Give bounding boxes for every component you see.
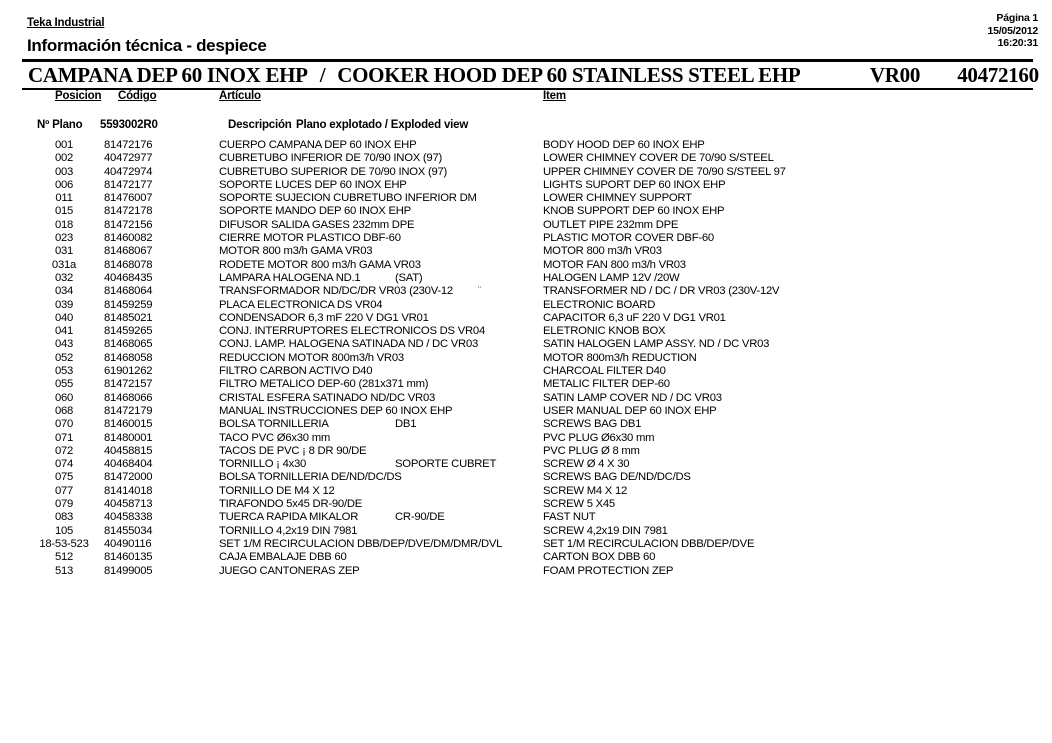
cell-position: 052	[54, 351, 74, 364]
cell-article: DIFUSOR SALIDA GASES 232mm DPE	[219, 218, 415, 231]
cell-item: SCREWS BAG DB1	[543, 418, 642, 431]
cell-item: LOWER CHIMNEY SUPPORT	[543, 192, 692, 205]
cell-item: SCREW M4 X 12	[543, 484, 628, 497]
cell-position: 18-53-523	[39, 537, 89, 550]
continuation-mark-icon: ¨	[478, 285, 481, 296]
cell-article: MANUAL INSTRUCCIONES DEP 60 INOX EHP	[219, 404, 453, 417]
cell-code: 81460015	[104, 418, 153, 431]
cell-article: CONJ. LAMP. HALOGENA SATINADA ND / DC VR03	[219, 338, 479, 351]
cell-article: SOPORTE SUJECION CUBRETUBO INFERIOR DM	[219, 192, 477, 205]
cell-code: 40472974	[104, 165, 153, 178]
cell-article: CONDENSADOR 6,3 mF 220 V DG1 VR01	[219, 311, 429, 324]
cell-item: TRANSFORMER ND / DC / DR VR03 (230V-12V	[543, 285, 780, 298]
cell-position: 031	[54, 245, 74, 258]
table-row	[0, 192, 1052, 205]
cell-position: 068	[54, 404, 74, 417]
cell-article: JUEGO CANTONERAS ZEP	[219, 564, 360, 577]
cell-article: CAJA EMBALAJE DBB 60	[219, 551, 347, 564]
cell-article: TUERCA RAPIDA MIKALOR	[219, 511, 359, 524]
cell-position: 031a	[51, 258, 77, 271]
cell-code: 81485021	[104, 311, 153, 324]
table-row	[0, 498, 1052, 511]
cell-item: LOWER CHIMNEY COVER DE 70/90 S/STEEL	[543, 152, 774, 165]
table-row	[0, 219, 1052, 232]
cell-code: 81472177	[104, 178, 153, 191]
column-header-item: Item	[543, 90, 566, 102]
product-title-en: COOKER HOOD DEP 60 STAINLESS STEEL EHP	[337, 63, 801, 87]
cell-article: CUBRETUBO SUPERIOR DE 70/90 INOX (97)	[219, 165, 448, 178]
cell-code: 40490116	[104, 537, 152, 550]
cell-position: 041	[54, 325, 74, 338]
cell-position: 077	[54, 484, 74, 497]
cell-code: 40472977	[104, 152, 153, 165]
table-row	[0, 299, 1052, 312]
cell-position: 040	[54, 311, 74, 324]
cell-code: 81460135	[104, 551, 153, 564]
cell-position: 023	[54, 232, 74, 245]
description-label: Descripción	[228, 119, 292, 131]
table-row	[0, 285, 1052, 298]
cell-code: 81468065	[104, 338, 153, 351]
table-row	[0, 432, 1052, 445]
cell-code: 81472000	[104, 471, 153, 484]
table-row	[0, 458, 1052, 471]
table-row	[0, 272, 1052, 285]
cell-position: 032	[54, 271, 74, 284]
document-header	[0, 0, 1052, 58]
cell-article: BOLSA TORNILLERIA DE/ND/DC/DS	[219, 471, 402, 484]
table-row	[0, 471, 1052, 484]
cell-article: TRANSFORMADOR ND/DC/DR VR03 (230V-12	[219, 285, 453, 298]
cell-item: FOAM PROTECTION ZEP	[543, 564, 674, 577]
cell-position: 034	[54, 285, 74, 298]
table-row	[0, 166, 1052, 179]
table-row	[0, 325, 1052, 338]
cell-article: CUBRETUBO INFERIOR DE 70/90 INOX (97)	[219, 152, 443, 165]
cell-item: ELETRONIC KNOB BOX	[543, 325, 666, 338]
cell-item: CHARCOAL FILTER D40	[543, 365, 666, 378]
cell-item: USER MANUAL DEP 60 INOX EHP	[543, 404, 717, 417]
cell-code: 81459259	[104, 298, 153, 311]
cell-article: CRISTAL ESFERA SATINADO ND/DC VR03	[219, 391, 436, 404]
cell-code: 81472156	[104, 218, 153, 231]
cell-position: 071	[54, 431, 74, 444]
cell-position: 074	[54, 458, 74, 471]
cell-item: SCREWS BAG DE/ND/DC/DS	[543, 471, 691, 484]
cell-code: 81499005	[104, 564, 153, 577]
cell-position: 011	[55, 192, 73, 205]
cell-position: 070	[54, 418, 74, 431]
cell-code: 81468066	[104, 391, 153, 404]
cell-article: PLACA ELECTRONICA DS VR04	[219, 298, 383, 311]
table-row	[0, 485, 1052, 498]
table-row	[0, 352, 1052, 365]
table-row	[0, 152, 1052, 165]
cell-code: 81414018	[104, 484, 153, 497]
cell-position: 015	[54, 205, 74, 218]
drawing-number-value: 5593002R0	[100, 119, 158, 131]
cell-item: PVC PLUG Ø6x30 mm	[543, 431, 655, 444]
table-row	[0, 511, 1052, 524]
cell-item: ELECTRONIC BOARD	[543, 298, 656, 311]
cell-code: 81468078	[104, 258, 153, 271]
cell-item: KNOB SUPPORT DEP 60 INOX EHP	[543, 205, 725, 218]
cell-item: CARTON BOX DBB 60	[543, 551, 656, 564]
cell-position: 512	[54, 551, 74, 564]
cell-article: REDUCCION MOTOR 800m3/h VR03	[219, 351, 404, 364]
cell-position: 001	[54, 139, 74, 151]
table-row	[0, 139, 1052, 152]
drawing-info-line	[0, 119, 1052, 135]
cell-item: UPPER CHIMNEY COVER DE 70/90 S/STEEL 97	[543, 165, 786, 178]
cell-code: 81455034	[104, 524, 153, 537]
cell-item: SET 1/M RECIRCULACION DBB/DEP/DVE	[543, 537, 755, 550]
title-rule-top	[22, 59, 1033, 62]
cell-position: 043	[54, 338, 74, 351]
cell-item: SCREW Ø 4 X 30	[543, 458, 630, 471]
cell-item: CAPACITOR 6,3 uF 220 V DG1 VR01	[543, 311, 726, 324]
parts-table	[0, 139, 1052, 578]
table-row	[0, 525, 1052, 538]
cell-article2: CR-90/DE	[395, 511, 445, 524]
description-value: Plano explotado / Exploded view	[296, 119, 469, 131]
cell-article: CONJ. INTERRUPTORES ELECTRONICOS DS VR04	[219, 325, 485, 338]
table-row	[0, 259, 1052, 272]
cell-item: OUTLET PIPE 232mm DPE	[543, 218, 679, 231]
cell-code: 40458338	[104, 511, 153, 524]
cell-item: SCREW 4,2x19 DIN 7981	[543, 524, 668, 537]
table-row	[0, 445, 1052, 458]
cell-position: 006	[54, 178, 74, 191]
cell-article: SET 1/M RECIRCULACION DBB/DEP/DVE/DM/DMR/DVL	[219, 537, 503, 550]
table-row	[0, 179, 1052, 192]
cell-article: FILTRO CARBON ACTIVO D40	[219, 365, 373, 378]
cell-position: 002	[54, 152, 74, 165]
cell-item: HALOGEN LAMP 12V /20W	[543, 271, 680, 284]
product-title-es: CAMPANA DEP 60 INOX EHP	[28, 63, 308, 87]
table-row	[0, 232, 1052, 245]
cell-code: 81476007	[104, 192, 153, 205]
cell-article2: SOPORTE CUBRET	[395, 458, 497, 471]
cell-article: CUERPO CAMPANA DEP 60 INOX EHP	[219, 139, 417, 151]
product-title	[28, 63, 800, 88]
cell-article: RODETE MOTOR 800 m3/h GAMA VR03	[219, 258, 421, 271]
cell-article: TORNILLO 4,2x19 DIN 7981	[219, 524, 358, 537]
cell-position: 075	[54, 471, 74, 484]
cell-article: SOPORTE LUCES DEP 60 INOX EHP	[219, 178, 407, 191]
cell-code: 40458713	[104, 498, 153, 511]
column-header-article: Artículo	[219, 90, 261, 102]
title-band	[22, 59, 1039, 91]
cell-item: MOTOR FAN 800 m3/h VR03	[543, 258, 686, 271]
cell-article: TORNILLO ¡ 4x30	[219, 458, 307, 471]
cell-item: PLASTIC MOTOR COVER DBF-60	[543, 232, 714, 245]
cell-article: CIERRE MOTOR PLASTICO DBF-60	[219, 232, 401, 245]
cell-position: 083	[54, 511, 74, 524]
cell-position: 039	[54, 298, 74, 311]
table-row	[0, 538, 1052, 551]
cell-code: 81468067	[104, 245, 153, 258]
cell-item: METALIC FILTER DEP-60	[543, 378, 670, 391]
cell-position: 003	[54, 165, 74, 178]
cell-article: TIRAFONDO 5x45 DR-90/DE	[219, 498, 363, 511]
cell-article: FILTRO METALICO DEP-60 (281x371 mm)	[219, 378, 429, 391]
cell-position: 018	[54, 218, 74, 231]
cell-article: BOLSA TORNILLERIA	[219, 418, 329, 431]
cell-article: LAMPARA HALOGENA ND.1	[219, 271, 361, 284]
cell-article: TACOS DE PVC ¡ 8 DR 90/DE	[219, 444, 367, 457]
cell-code: 81459265	[104, 325, 153, 338]
cell-code: 81472178	[104, 205, 153, 218]
cell-code: 40468435	[104, 271, 153, 284]
cell-item: SATIN HALOGEN LAMP ASSY. ND / DC VR03	[543, 338, 770, 351]
cell-item: MOTOR 800m3/h REDUCTION	[543, 351, 697, 364]
cell-item: BODY HOOD DEP 60 INOX EHP	[543, 139, 705, 151]
cell-code: 81468064	[104, 285, 153, 298]
document-subtitle: Información técnica - despiece	[27, 36, 267, 55]
cell-position: 079	[54, 498, 74, 511]
cell-article2: DB1	[395, 418, 417, 431]
table-row	[0, 312, 1052, 325]
column-headers	[0, 90, 1052, 108]
table-row	[0, 245, 1052, 258]
cell-code: 81472176	[104, 139, 153, 151]
column-header-position: Posicion	[55, 90, 102, 102]
table-row	[0, 338, 1052, 351]
cell-article: MOTOR 800 m3/h GAMA VR03	[219, 245, 373, 258]
cell-article: TACO PVC Ø6x30 mm	[219, 431, 331, 444]
cell-article2: (SAT)	[395, 271, 423, 284]
revision-code: VR00	[869, 63, 921, 87]
page-number: Página 1	[996, 12, 1038, 24]
table-row	[0, 405, 1052, 418]
column-header-code: Código	[118, 90, 157, 102]
cell-position: 055	[54, 378, 74, 391]
cell-code: 81460082	[104, 232, 153, 245]
cell-item: SCREW 5 X45	[543, 498, 615, 511]
cell-code: 81468058	[104, 351, 153, 364]
cell-item: MOTOR 800 m3/h VR03	[543, 245, 662, 258]
cell-code: 81472179	[104, 404, 153, 417]
table-row	[0, 392, 1052, 405]
cell-item: PVC PLUG Ø 8 mm	[543, 444, 640, 457]
table-row	[0, 565, 1052, 578]
cell-code: 40458815	[104, 444, 153, 457]
table-row	[0, 551, 1052, 564]
cell-code: 61901262	[104, 365, 153, 378]
company-name: Teka Industrial	[27, 17, 105, 29]
cell-position: 053	[54, 365, 74, 378]
cell-item: LIGHTS SUPORT DEP 60 INOX EHP	[543, 178, 726, 191]
cell-code: 81480001	[104, 431, 153, 444]
table-row	[0, 365, 1052, 378]
table-row	[0, 378, 1052, 391]
cell-article: TORNILLO DE M4 X 12	[219, 484, 335, 497]
cell-position: 072	[54, 444, 74, 457]
cell-position: 513	[54, 564, 74, 577]
drawing-number-label: Nº Plano	[37, 119, 83, 131]
cell-item: FAST NUT	[543, 511, 596, 524]
cell-code: 81472157	[104, 378, 153, 391]
cell-item: SATIN LAMP COVER ND / DC VR03	[543, 391, 722, 404]
print-date: 15/05/2012	[987, 24, 1038, 37]
print-time: 16:20:31	[997, 37, 1038, 49]
cell-code: 40468404	[104, 458, 153, 471]
table-row	[0, 418, 1052, 431]
title-separator: /	[319, 63, 326, 87]
cell-position: 105	[54, 524, 74, 537]
reference-code: 40472160	[957, 63, 1039, 87]
header-meta	[987, 12, 1038, 50]
table-row	[0, 205, 1052, 218]
cell-position: 060	[54, 391, 74, 404]
cell-article: SOPORTE MANDO DEP 60 INOX EHP	[219, 205, 411, 218]
